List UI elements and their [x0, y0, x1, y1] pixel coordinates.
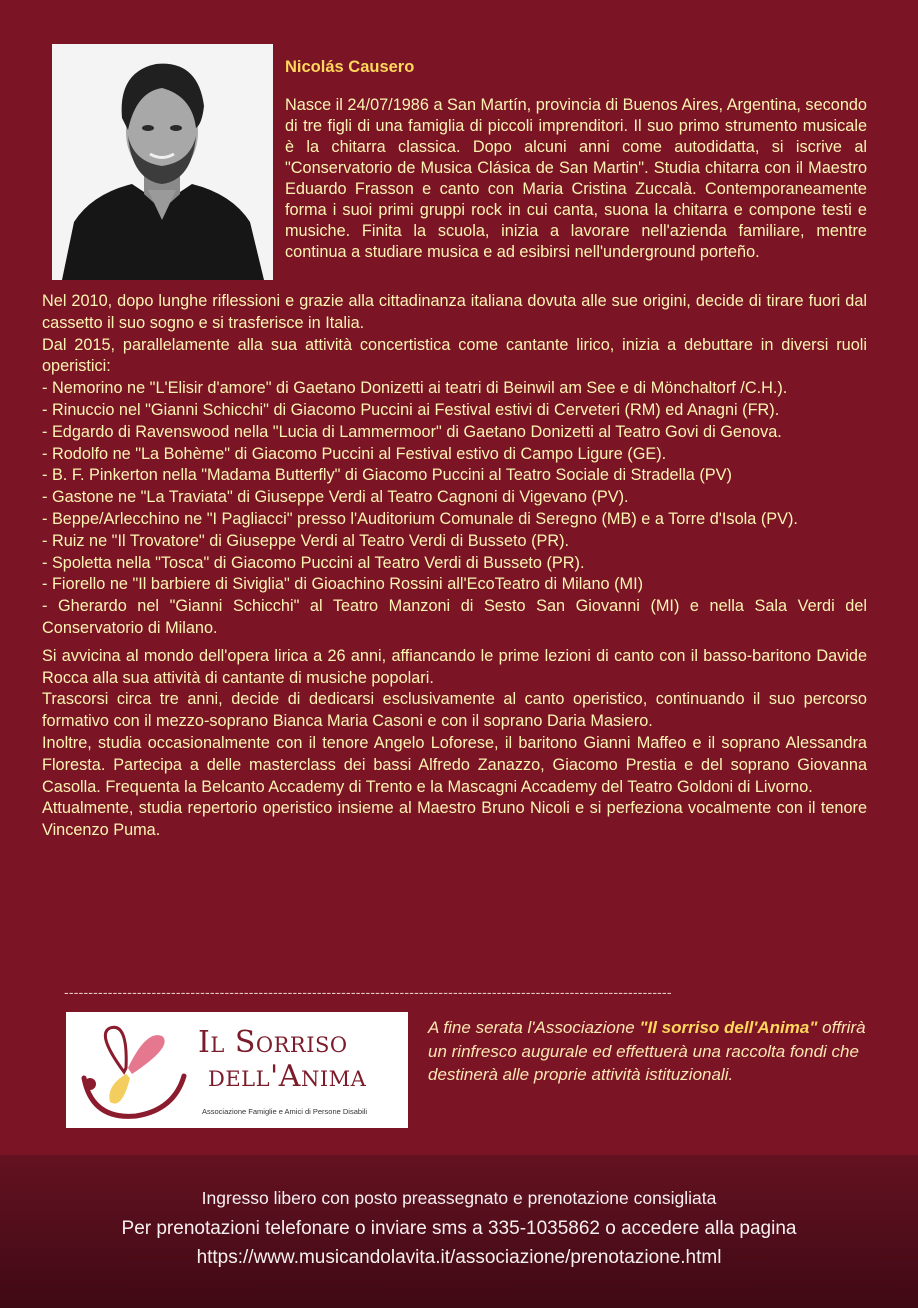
role-item: - Fiorello ne "Il barbiere di Siviglia" di Gioachino Rossini all'EcoTeatro di Milano (MI): [42, 575, 644, 594]
bio-paragraph-2015: Dal 2015, parallelamente alla sua attività concertistica come cantante lirico, inizia a debuttare in diversi ruoli operistici:: [42, 335, 867, 376]
note-text-after: offrirà un rinfresco augurale ed effettuerà una raccolta fondi che destinerà alle proprie attività istituzionali.: [428, 1018, 866, 1084]
bio-intro: Nasce il 24/07/1986 a San Martín, provincia di Buenos Aires, Argentina, secondo di tre figli di una famiglia di piccoli imprenditori. Il suo primo strumento musicale è la chitarra classica. Dopo alcuni anni come autodidatta, si iscrive al "Conservatorio de Musica Clásica de San Martin". Studia chitarra con il Maestro Eduardo Frasson e canto con Maria Cristina Zuccalà. Contemporaneamente forma i suoi primi gruppi rock in cui canta, suona la chitarra e compone testi e musiche. Finita la scuola, inizia a lavorare nell'azienda familiare, mentre continua a studiare musica e ad esibirsi nell'underground porteño.: [285, 96, 867, 261]
bio-paragraph-attualmente: Attualmente, studia repertorio operistico insieme al Maestro Bruno Nicoli e si perfeziona vocalmente con il tenore Vincenzo Puma.: [42, 799, 867, 840]
note-association-name: "Il sorriso dell'Anima": [639, 1018, 818, 1037]
bio-paragraph-inoltre: Inoltre, studia occasionalmente con il tenore Angelo Loforese, il baritono Gianni Maffeo e il soprano Alessandra Floresta. Partecipa a delle masterclass dei bassi Alfredo Zanazzo, Giacomo Prestia e del soprano Giovanna Casolla. Frequenta la Belcanto Accademy di Trento e la Mascagni Accademy del Teatro Goldoni di Livorno.: [42, 733, 867, 796]
role-item: - B. F. Pinkerton nella "Madama Butterfly" di Giacomo Puccini al Teatro Sociale di Stradella (PV): [42, 466, 732, 485]
bio-paragraph-avvicina: Si avvicina al mondo dell'opera lirica a 26 anni, affiancando le prime lezioni di canto con il basso-baritono Davide Rocca alla sua attività di cantante di musiche popolari.: [42, 646, 867, 687]
portrait-photo: [52, 44, 273, 280]
bio-paragraph-trascorsi: Trascorsi circa tre anni, decide di dedicarsi esclusivamente al canto operistico, continuando il suo percorso formativo con il mezzo-soprano Bianca Maria Casoni e con il soprano Daria Masiero.: [42, 690, 867, 731]
role-item: - Nemorino ne "L'Elisir d'amore" di Gaetano Donizetti ai teatri di Beinwil am See e di Mönchaltorf /C.H.).: [42, 379, 788, 398]
artist-name: Nicolás Causero: [285, 58, 415, 76]
bio-main: [42, 291, 867, 842]
bio-paragraph-2010: Nel 2010, dopo lunghe riflessioni e grazie alla cittadinanza italiana dovuta alle sue origini, decide di tirare fuori dal cassetto il suo sogno e si trasferisce in Italia.: [42, 292, 867, 332]
role-item: - Rodolfo ne "La Bohème" di Giacomo Puccini al Festival estivo di Campo Ligure (GE).: [42, 444, 667, 463]
logo-subtitle: Associazione Famiglie e Amici di Persone Disabili: [202, 1107, 368, 1116]
role-item: - Gastone ne "La Traviata" di Giuseppe Verdi al Teatro Cagnoni di Vigevano (PV).: [42, 488, 629, 507]
footer-booking-info: Per prenotazioni telefonare o inviare sms a 335-1035862 o accedere alla pagina: [121, 1218, 797, 1239]
logo-title-line1: Il Sorriso: [198, 1025, 348, 1060]
dashed-divider: -----------------------------------------------------------------------------------------------------------------------------: [64, 984, 672, 1000]
association-logo: [66, 1012, 408, 1128]
role-item: - Rinuccio nel "Gianni Schicchi" di Giacomo Puccini ai Festival estivi di Cerveteri (RM) ed Anagni (FR).: [42, 400, 780, 419]
role-item: - Beppe/Arlecchino ne "I Pagliacci" presso l'Auditorium Comunale di Seregno (MB) e a Torre d'Isola (PV).: [42, 509, 798, 528]
logo-title-line2: dell'Anima: [208, 1059, 367, 1094]
role-item: - Gherardo nel "Gianni Schicchi" al Teatro Manzoni di Sesto San Giovanni (MI) e nella Sala Verdi del Conservatorio di Milano.: [42, 597, 867, 637]
role-item: - Spoletta nella "Tosca" di Giacomo Puccini al Teatro Verdi di Busseto (PR).: [42, 553, 585, 572]
role-item: - Ruiz ne "Il Trovatore" di Giuseppe Verdi al Teatro Verdi di Busseto (PR).: [42, 531, 570, 550]
footer-entry-info: Ingresso libero con posto preassegnato e prenotazione consigliata: [201, 1188, 717, 1208]
role-item: - Edgardo di Ravenswood nella "Lucia di Lammermoor" di Gaetano Donizetti al Teatro Govi di Genova.: [42, 422, 782, 441]
footer-booking-link[interactable]: https://www.musicandolavita.it/associazione/prenotazione.html: [196, 1247, 722, 1268]
note-text-before: A fine serata l'Associazione: [428, 1018, 640, 1037]
association-note: [428, 1016, 868, 1087]
logo-title: [198, 1026, 366, 1094]
